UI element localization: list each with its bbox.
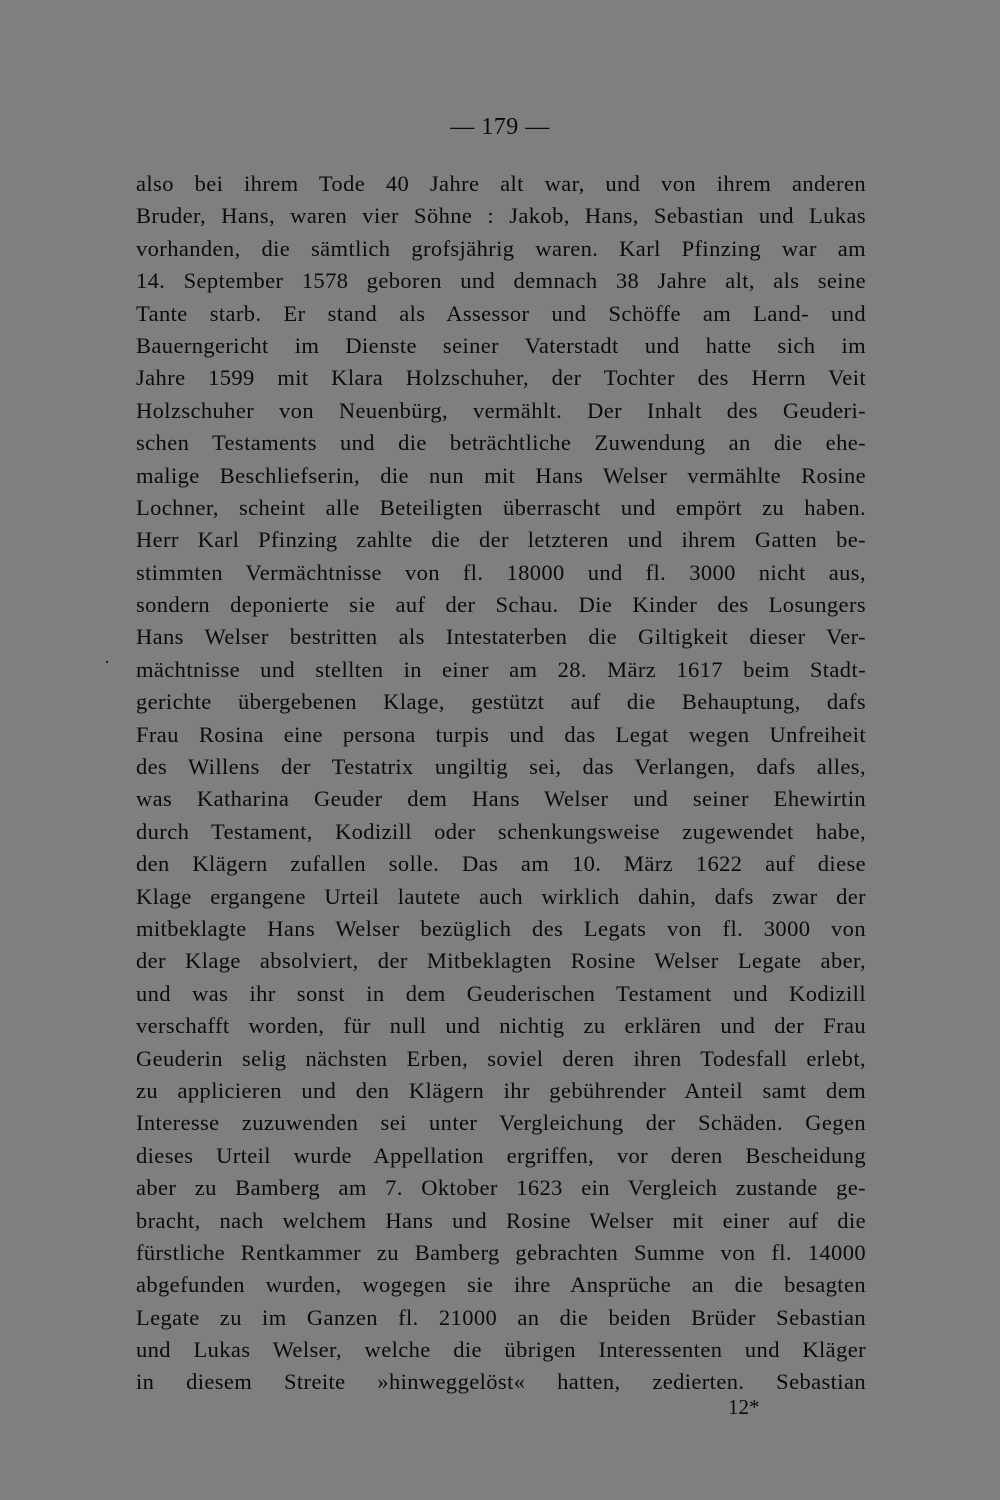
text-line: Interesse zuzuwenden sei unter Vergleichung der Schäden. Gegen — [136, 1110, 866, 1136]
text-line: also bei ihrem Tode 40 Jahre alt war, und von ihrem anderen — [136, 171, 866, 196]
text-line: sondern deponierte sie auf der Schau. Die Kinder des Losungers — [136, 592, 866, 618]
text-line: durch Testament, Kodizill oder schenkungsweise zugewendet habe, — [136, 818, 866, 844]
text-line: und Lukas Welser, welche die übrigen Interessenten und Kläger — [136, 1337, 866, 1363]
text-line: Jahre 1599 mit Klara Holzschuher, der Tochter des Herrn Veit — [136, 365, 866, 391]
text-line: aber zu Bamberg am 7. Oktober 1623 ein Vergleich zustande ge- — [136, 1175, 866, 1201]
text-line: bracht, nach welchem Hans und Rosine Welser mit einer auf die — [136, 1207, 866, 1233]
signature-mark: 12* — [728, 1395, 760, 1419]
text-line: stimmten Vermächtnisse von fl. 18000 und fl. 3000 nicht aus, — [136, 559, 866, 585]
text-line: Tante starb. Er stand als Assessor und Schöffe am Land- und — [136, 300, 866, 326]
text-line: des Willens der Testatrix ungiltig sei, das Verlangen, dafs alles, — [136, 754, 866, 780]
text-line: Geuderin selig nächsten Erben, soviel deren ihren Todesfall erlebt, — [136, 1045, 866, 1071]
text-line: der Klage absolviert, der Mitbeklagten Rosine Welser Legate aber, — [136, 948, 866, 974]
text-line: verschafft worden, für null und nichtig zu erklären und der Frau — [136, 1013, 866, 1039]
text-line: abgefunden wurden, wogegen sie ihre Ansprüche an die besagten — [136, 1272, 866, 1298]
text-line: Bruder, Hans, waren vier Söhne : Jakob, Hans, Sebastian und Lukas — [136, 203, 866, 229]
text-line: mächtnisse und stellten in einer am 28. März 1617 beim Stadt- — [136, 656, 866, 682]
text-line: dieses Urteil wurde Appellation ergriffen, vor deren Bescheidung — [136, 1142, 866, 1168]
text-line: malige Beschliefserin, die nun mit Hans Welser vermählte Rosine — [136, 462, 866, 488]
text-line: was Katharina Geuder dem Hans Welser und seiner Ehewirtin — [136, 786, 866, 812]
text-line: Lochner, scheint alle Beteiligten überrascht und empört zu haben. — [136, 494, 866, 520]
text-line: vorhanden, die sämtlich grofsjährig waren. Karl Pfinzing war am — [136, 235, 866, 261]
text-line: Legate zu im Ganzen fl. 21000 an die beiden Brüder Sebastian — [136, 1304, 866, 1330]
text-line: schen Testaments und die beträchtliche Zuwendung an die ehe- — [136, 430, 866, 456]
page-number: — 179 — — [450, 114, 550, 140]
text-line: mitbeklagte Hans Welser bezüglich des Legats von fl. 3000 von — [136, 915, 866, 941]
text-line: Klage ergangene Urteil lautete auch wirklich dahin, dafs zwar der — [136, 883, 866, 909]
text-line: Holzschuher von Neuenbürg, vermählt. Der Inhalt des Geuderi- — [136, 397, 866, 423]
body-text — [136, 168, 866, 1399]
margin-mark: · — [104, 652, 110, 672]
text-line: und was ihr sonst in dem Geuderischen Testament und Kodizill — [136, 980, 866, 1006]
text-line: fürstliche Rentkammer zu Bamberg gebrachten Summe von fl. 14000 — [136, 1239, 866, 1265]
text-line: in diesem Streite »hinweggelöst« hatten, zedierten. Sebastian — [136, 1369, 866, 1395]
text-line: den Klägern zufallen solle. Das am 10. März 1622 auf diese — [136, 851, 866, 877]
text-line: Frau Rosina eine persona turpis und das Legat wegen Unfreiheit — [136, 721, 866, 747]
text-line: Hans Welser bestritten als Intestaterben die Giltigkeit dieser Ver- — [136, 624, 866, 650]
text-line: gerichte übergebenen Klage, gestützt auf die Behauptung, dafs — [136, 689, 866, 715]
text-line: Herr Karl Pfinzing zahlte die der letzteren und ihrem Gatten be- — [136, 527, 866, 553]
text-line: 14. September 1578 geboren und demnach 38 Jahre alt, als seine — [136, 268, 866, 294]
text-line: zu applicieren und den Klägern ihr gebührender Anteil samt dem — [136, 1077, 866, 1103]
text-line: Bauerngericht im Dienste seiner Vaterstadt und hatte sich im — [136, 332, 866, 358]
